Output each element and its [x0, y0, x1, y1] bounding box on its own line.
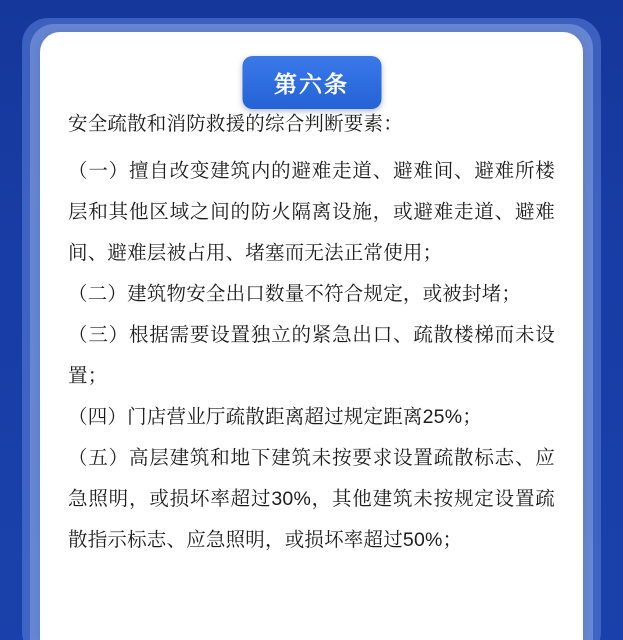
article-clause-2: （二）建筑物安全出口数量不符合规定，或被封堵； [68, 283, 522, 305]
article-clause-1: （一）擅自改变建筑内的避难走道、避难间、避难所楼层和其他区域之间的防火隔离设施，或避难走道、避难间、避难层被占用、堵塞而无法正常使用； [68, 160, 555, 264]
article-content [40, 104, 583, 561]
article-clause-3: （三）根据需要设置独立的紧急出口、疏散楼梯而未设置； [68, 324, 555, 387]
article-number-badge: 第六条 [242, 56, 381, 109]
article-lead-paragraph: 安全疏散和消防救援的综合判断要素： [68, 113, 403, 135]
article-clause-4: （四）门店营业厅疏散距离超过规定距离25%； [68, 406, 482, 428]
article-clause-5: （五）高层建筑和地下建筑未按要求设置疏散标志、应急照明，或损坏率超过30%，其他建筑未按规定设置疏散指示标志、应急照明，或损坏率超过50%； [68, 447, 555, 551]
article-card [40, 32, 583, 640]
